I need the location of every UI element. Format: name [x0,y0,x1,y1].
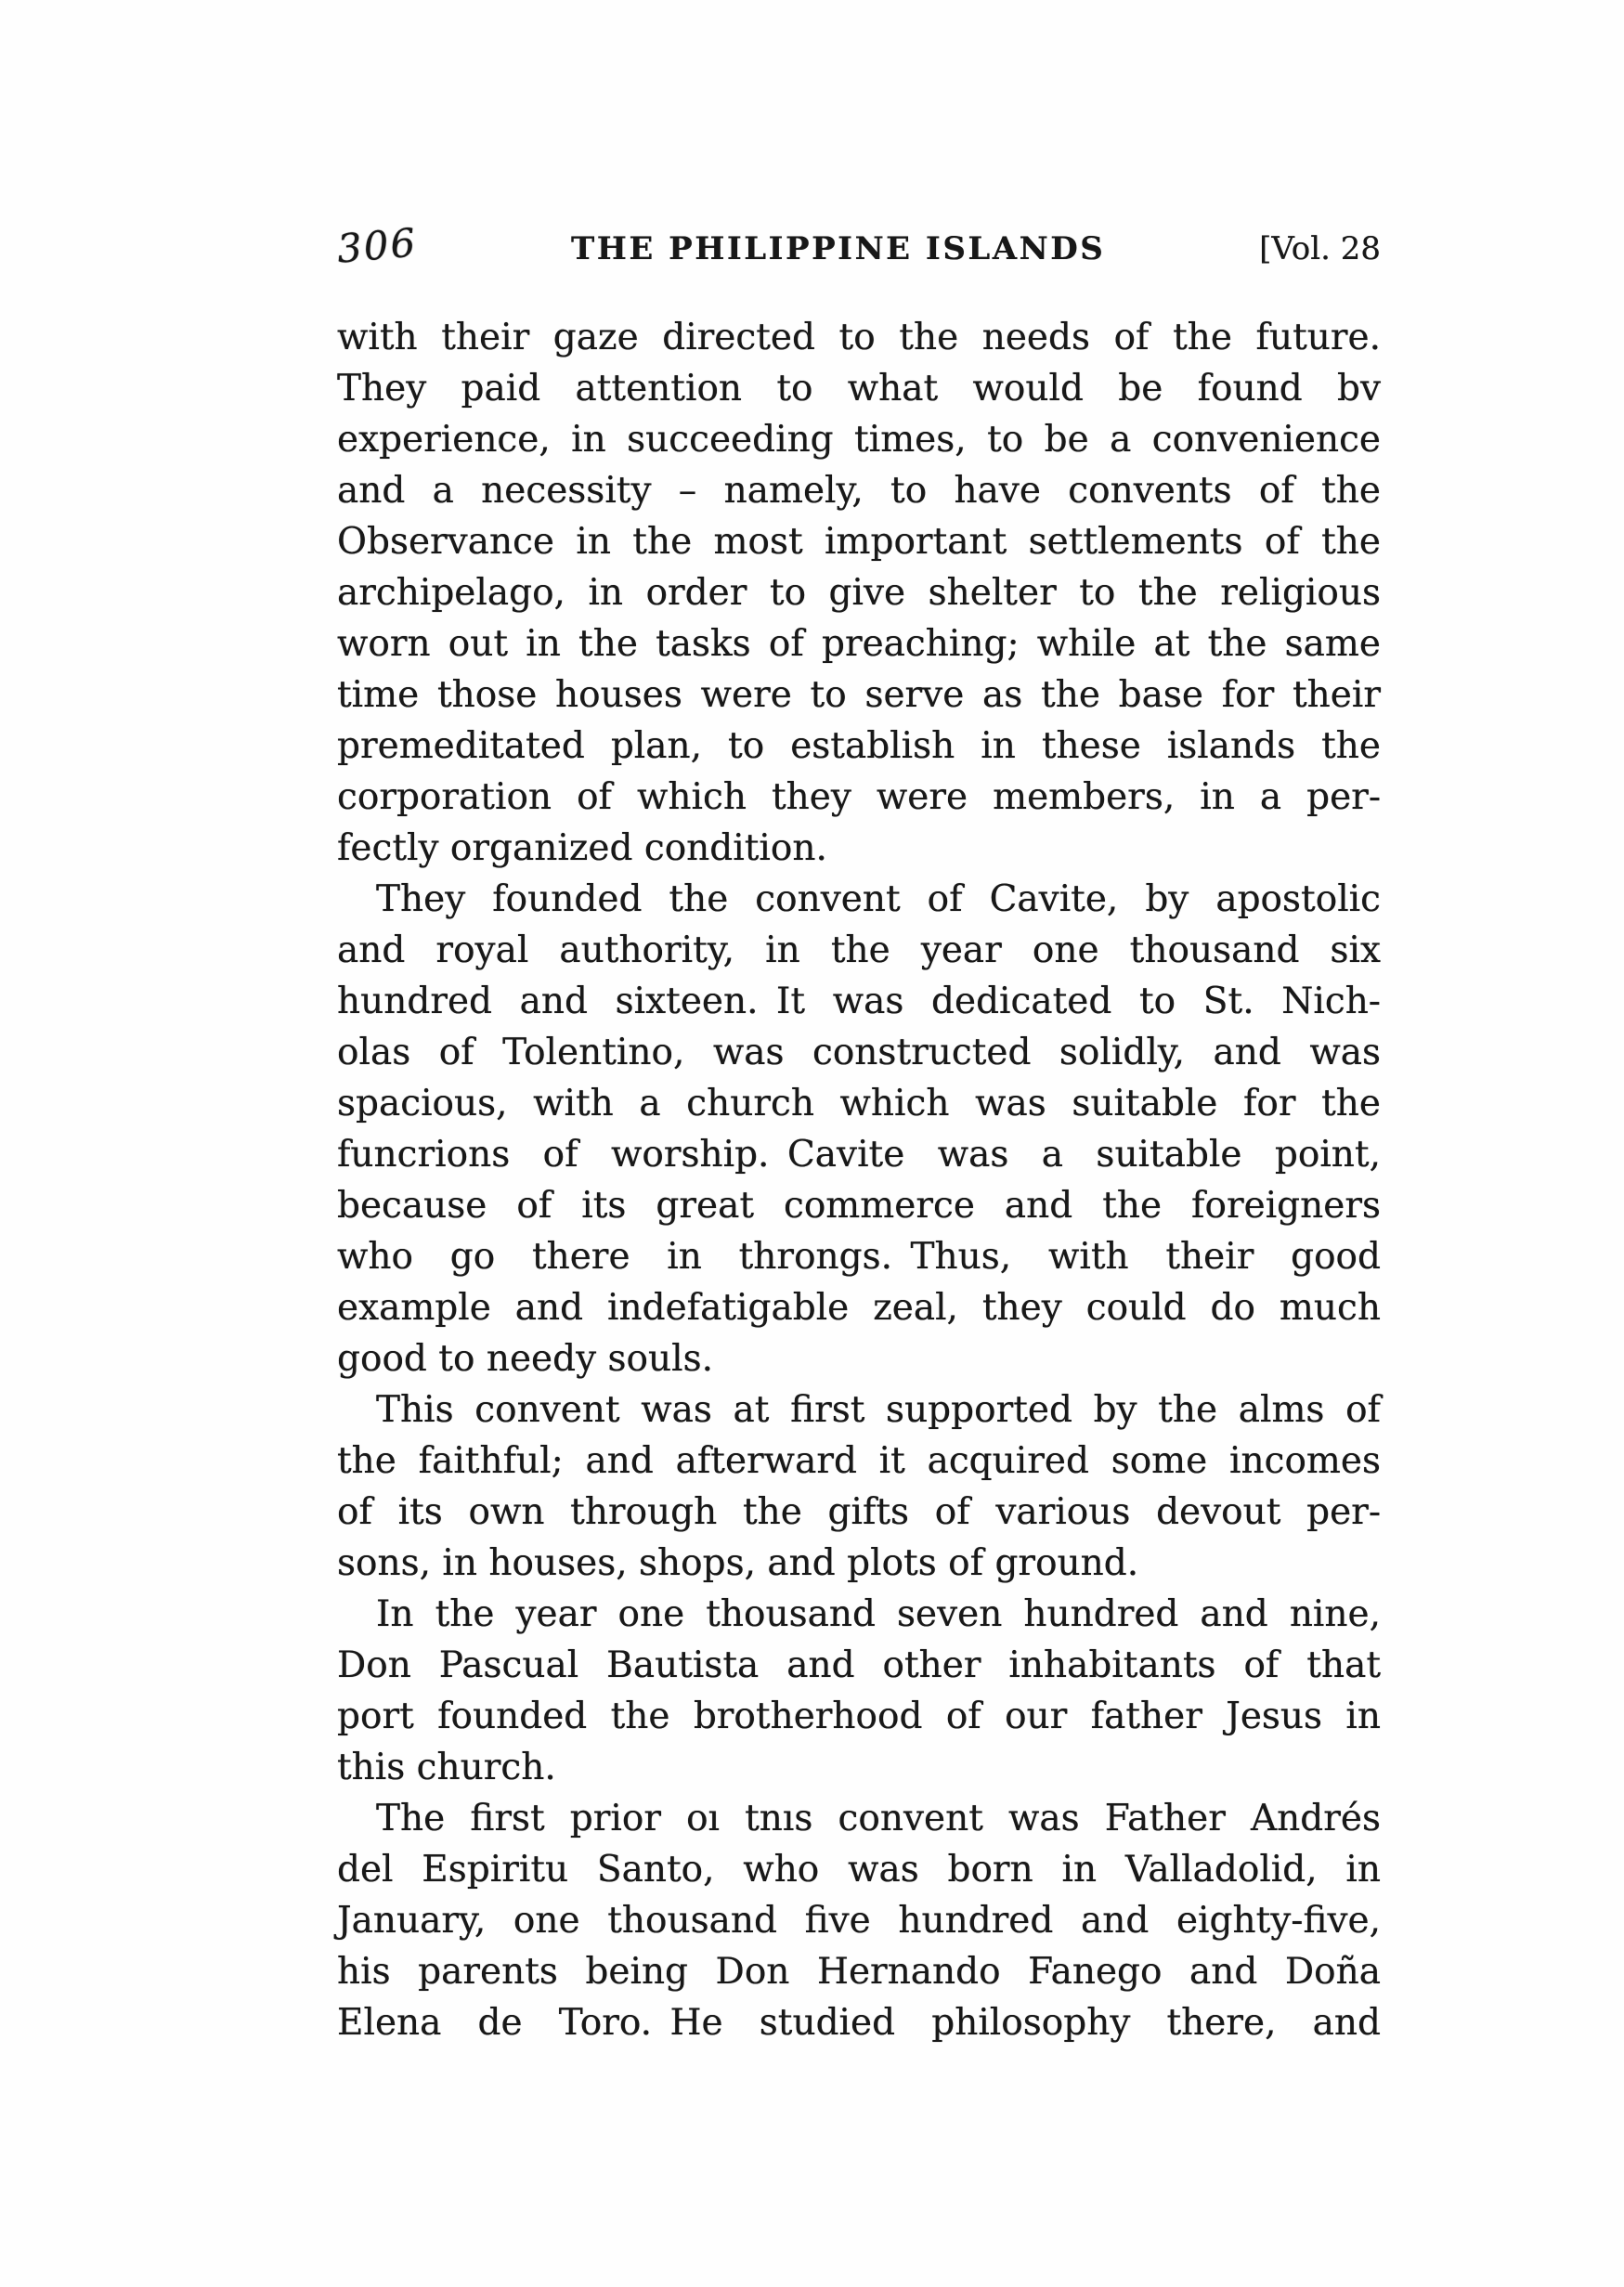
paragraph [337,1384,1381,1589]
paragraph [337,1589,1381,1793]
text-line: del Espiritu Santo, who was born in Valladolid, in [337,1849,1381,1891]
text-line: Don Pascual Bautista and other inhabitants of that [337,1644,1381,1686]
text-line: Observance in the most important settlements of the [337,521,1381,563]
text-line: In the year one thousand seven hundred and nine, [376,1593,1381,1635]
text-line: because of its great commerce and the foreigners [337,1185,1381,1227]
paragraph [337,1793,1381,2048]
text-line: example and indefatigable zeal, they could do much [337,1287,1381,1329]
text-block [335,219,1381,2048]
paragraph [337,312,1381,874]
text-line: This convent was at first supported by the alms of [376,1389,1381,1431]
text-line: olas of Tolentino, was constructed solidly, and was [337,1032,1381,1073]
text-line: Elena de Toro. He studied philosophy there, and [337,2002,1381,2044]
running-header [335,219,1381,277]
text-line: funcrions of worship. Cavite was a suitable point, [337,1134,1381,1176]
text-line: premeditated plan, to establish in these islands the [337,725,1381,767]
text-line: They founded the convent of Cavite, by apostolic [376,878,1381,920]
text-line: good to needy souls. [337,1338,714,1380]
text-line: worn out in the tasks of preaching; while at the same [337,623,1381,665]
page-number: 306 [335,219,420,272]
text-line: with their gaze directed to the needs of the future. [337,317,1381,358]
text-line: and royal authority, in the year one thousand six [337,929,1381,971]
text-line: hundred and sixteen. It was dedicated to St. Nich- [337,981,1381,1022]
text-line: archipelago, in order to give shelter to the religious [337,572,1381,614]
text-line: time those houses were to serve as the base for their [337,674,1381,716]
text-line: who go there in throngs. Thus, with their good [337,1236,1381,1278]
header-title: THE PHILIPPINE ISLANDS [570,230,1106,267]
text-line: of its own through the gifts of various devout per- [337,1491,1381,1533]
text-line: this church. [337,1747,556,1788]
text-line: corporation of which they were members, in a per- [337,776,1381,818]
volume-label: [Vol. 28 [1259,230,1381,267]
text-line: The first prior oı tnıs convent was Father Andrés [376,1798,1381,1839]
text-line: spacious, with a church which was suitable for the [337,1083,1381,1124]
text-line: his parents being Don Hernando Fanego and Doña [337,1951,1381,1993]
text-line: fectly organized condition. [337,827,827,869]
body-text [337,312,1381,2048]
text-line: They paid attention to what would be found bv [337,368,1381,409]
text-line: sons, in houses, shops, and plots of ground. [337,1542,1139,1584]
paragraph [337,874,1381,1384]
text-line: January, one thousand five hundred and eighty-five, [337,1900,1381,1942]
text-line: and a necessity – namely, to have convents of the [337,470,1381,512]
text-line: the faithful; and afterward it acquired some incomes [337,1440,1381,1482]
text-line: experience, in succeeding times, to be a convenience [337,419,1381,461]
text-line: port founded the brotherhood of our father Jesus in [337,1696,1381,1737]
